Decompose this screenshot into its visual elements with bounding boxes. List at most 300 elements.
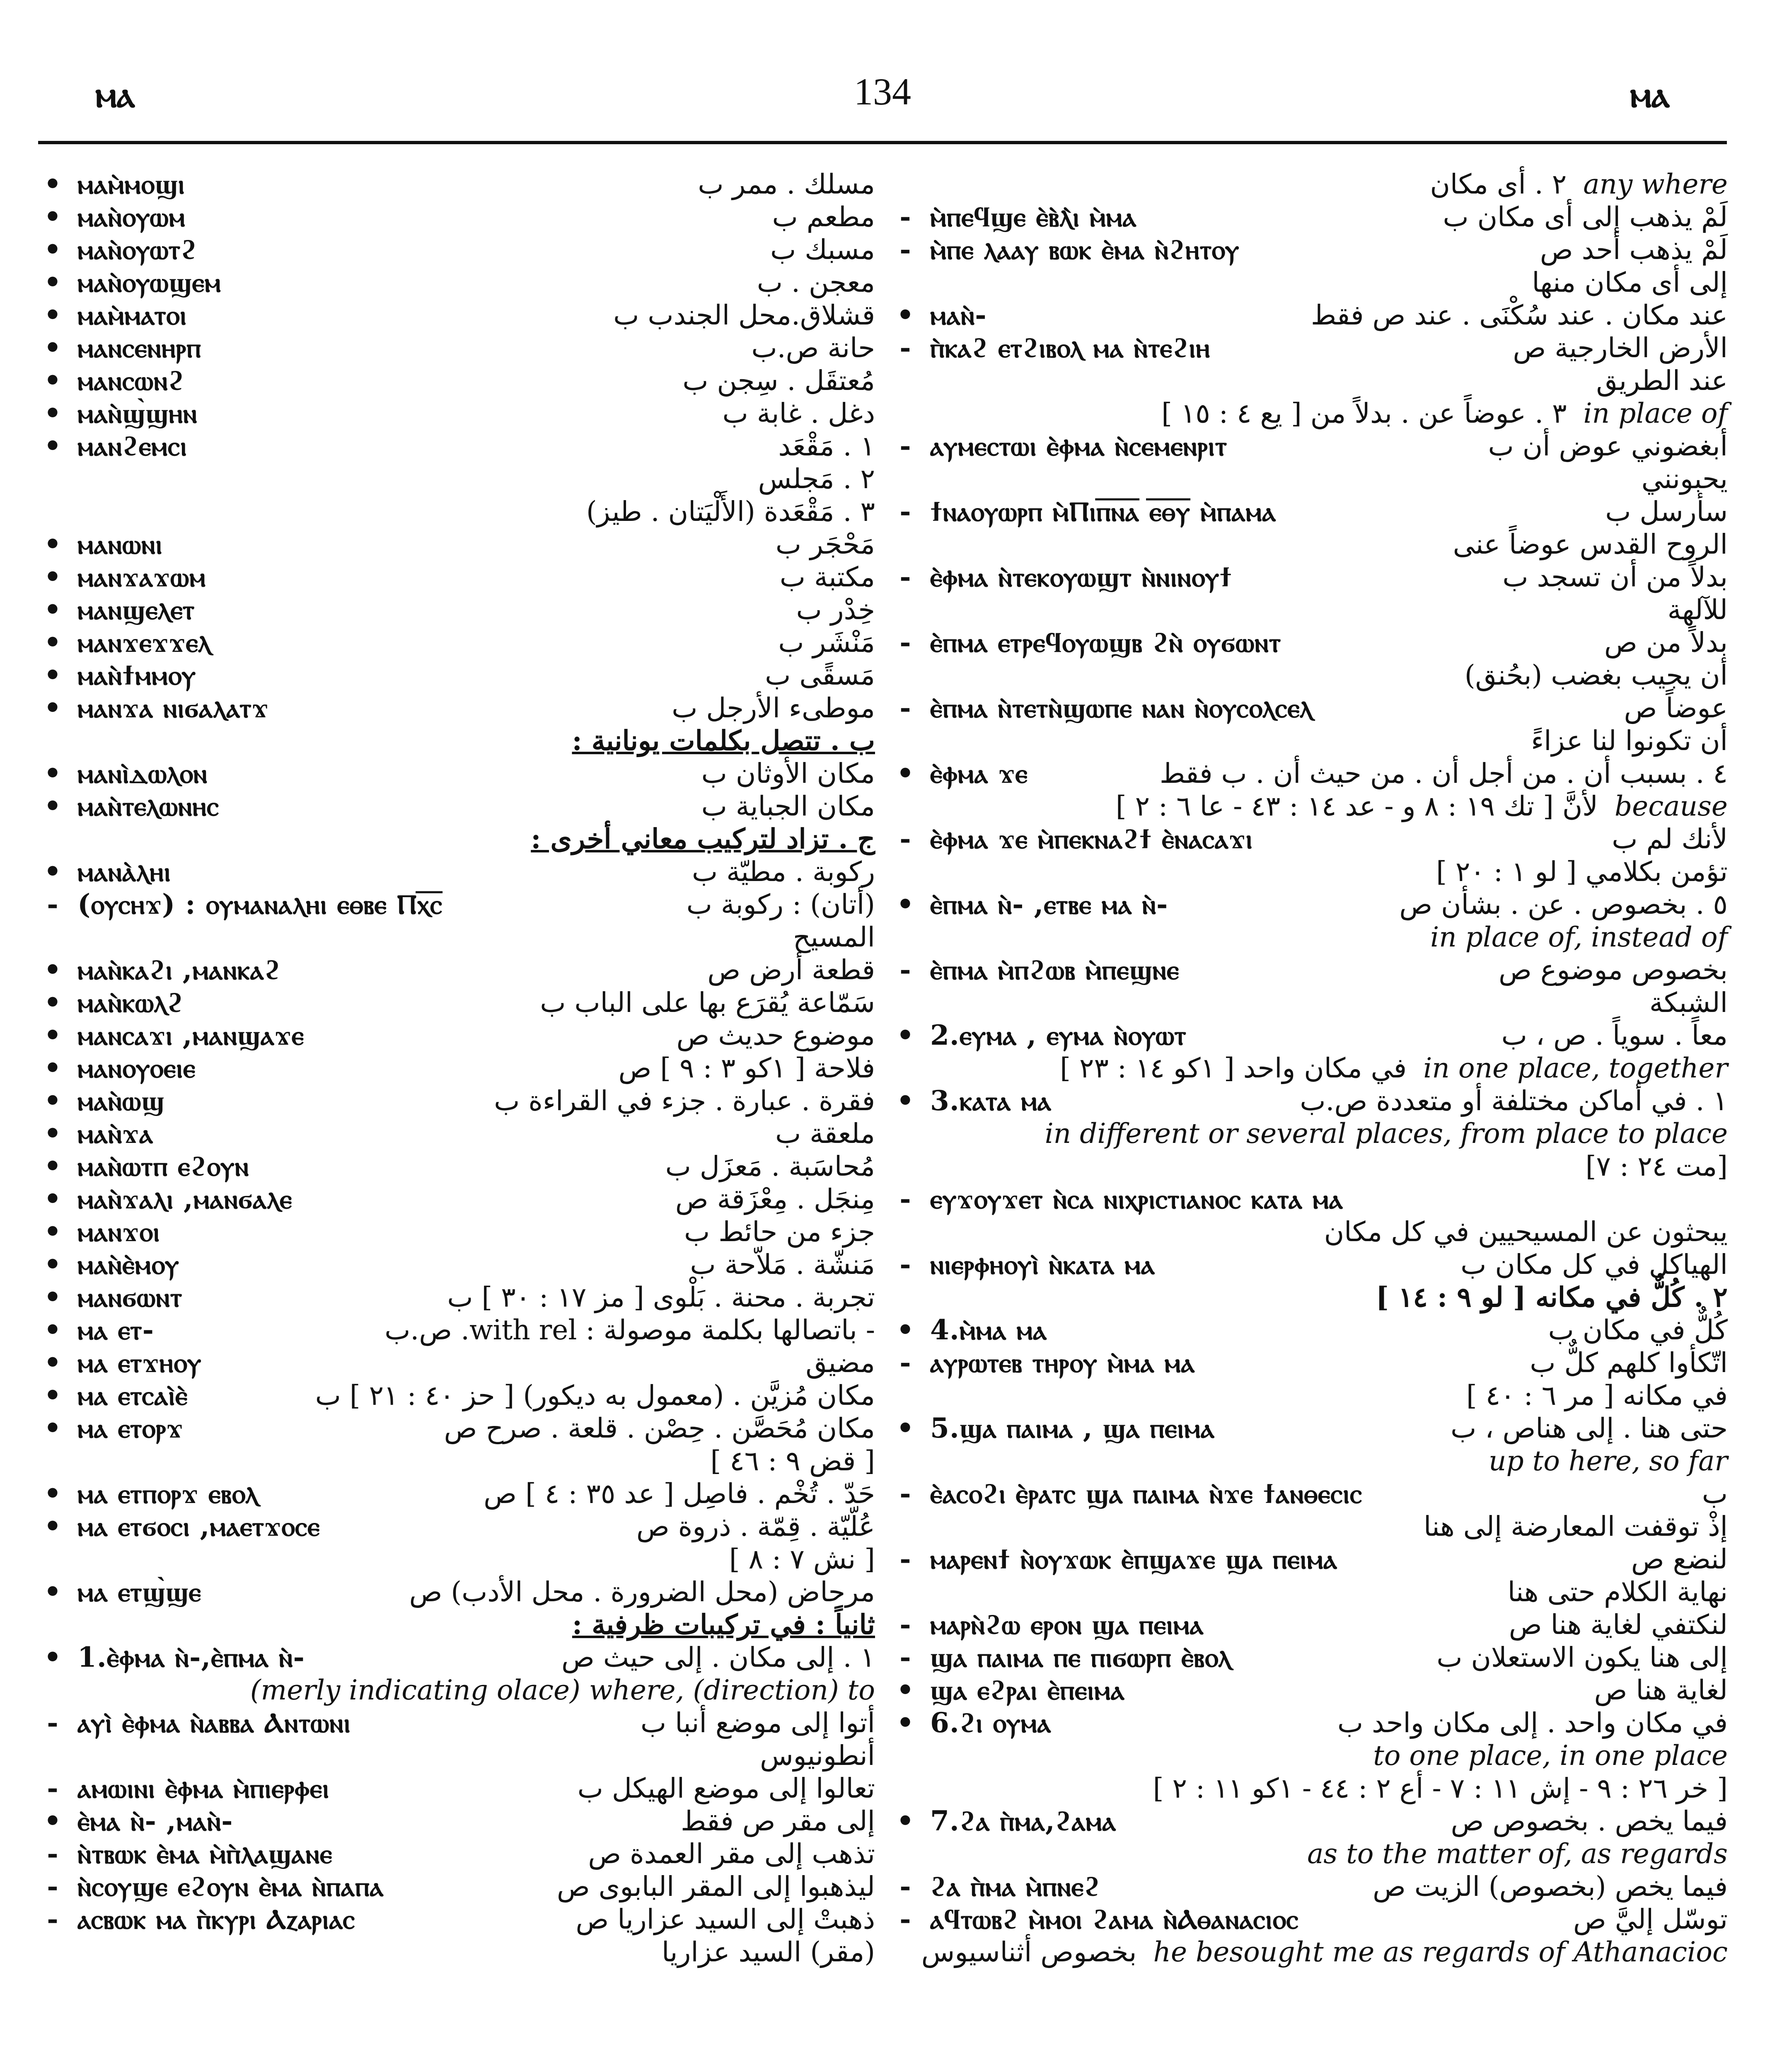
entry-line [38,1346,875,1379]
arabic-gloss: خِدْر ب [796,594,875,626]
entry-line [38,921,875,954]
arabic-gloss: يحبونني [1641,463,1728,495]
bullet-marker: • [44,1117,62,1150]
bullet-marker: • [44,1379,62,1411]
arabic-gloss: معجن . ب [757,266,875,298]
arabic-gloss: اتّكأوا كلهم كلٌّ ب [1530,1347,1728,1379]
entry-line [38,823,875,855]
english-gloss: as to the matter of, as regards [1307,1838,1728,1870]
english-gloss: because [1614,790,1728,822]
entry-line [38,462,875,495]
header-guide-word-left: ⲙⲁ [95,73,135,116]
coptic-term: ⲉ̀ⲡⲙⲁ ⲛ̀ⲧⲉⲧⲛ̀ϣⲱⲡⲉ ⲛⲁⲛ ⲛ̀ⲟⲩⲥⲟⲗⲥⲉⲗ [930,692,1313,724]
dash-marker: - [47,1772,58,1804]
coptic-term: ⲙⲁⲛ̀ⲟⲩⲱⲧϩ [77,233,197,266]
entry-line [38,790,875,823]
dash-marker: - [899,1608,911,1641]
arabic-gloss: ب [1702,1478,1728,1510]
arabic-gloss: موضوع حديث ص [676,1019,875,1051]
bullet-marker: • [896,1674,914,1706]
bullet-marker: • [44,1248,62,1280]
entry-line [891,659,1728,692]
bullet-marker: • [44,954,62,986]
entry-line [891,299,1728,332]
arabic-gloss: مَنْشَر ب [778,627,875,658]
dash-marker: - [899,954,911,986]
dash-marker: - [47,1870,58,1903]
bullet-marker: • [896,1084,914,1117]
arabic-gloss: عند الطريق [1596,365,1728,397]
english-gloss: in place of, instead of [1430,921,1728,953]
coptic-term: 7.ϩⲁ ⲡ̀ⲙⲁ,ϩⲁⲙⲁ [930,1805,1117,1837]
arabic-gloss: مسبك ب [770,234,875,266]
bullet-marker: • [44,1805,62,1837]
bullet-marker: • [44,1510,62,1542]
arabic-gloss: جزء من حائط ب [684,1216,875,1248]
entry-line [38,364,875,397]
bullet-marker: • [44,692,62,724]
arabic-gloss: إلى أى مكان منها [1532,266,1728,298]
coptic-term: ⲙⲁ ⲉⲧⲟⲣϫ [77,1412,184,1444]
entry-line [38,1314,875,1346]
dash-marker: - [899,1477,911,1510]
entry-line [891,1183,1728,1215]
arabic-gloss: - باتصالها بكلمة موصولة : with rel. ص.ب [384,1314,875,1346]
coptic-term: ⲙⲁ ⲉⲧⲥⲁⲓ̀ⲉ̀ [77,1379,188,1411]
arabic-gloss: للآلهة [1667,594,1728,626]
arabic-gloss: الروح القدس عوضاً عنى [1453,528,1728,560]
entry-line [891,986,1728,1019]
coptic-term: 1.ⲉ̀ⲫⲙⲁ ⲛ̀-,ⲉ̀ⲡⲙⲁ ⲛ̀- [77,1641,305,1673]
coptic-term: ϯⲛⲁⲟⲩⲱⲣⲡ ⲙ̀Ⲡⲓⲡ̅ⲛ̅ⲁ̅ ⲉ̅ⲑ̅ⲩ̅ ⲙ̀ⲡⲁⲙⲁ [930,495,1277,528]
coptic-term: ⲙⲁⲛⲥⲁϫⲓ ,ⲙⲁⲛϣⲁϫⲉ [77,1019,305,1051]
arabic-gloss: إلى مقر ص فقط [681,1805,875,1837]
dash-marker: - [899,1543,911,1575]
arabic-gloss: في مكان واحد . إلى مكان واحد ب [1337,1707,1728,1739]
bullet-marker: • [44,757,62,789]
entry-line [891,495,1728,528]
coptic-term: ⲁⲩⲓ̀ ⲉ̀ⲫⲙⲁ ⲛ̀ⲁⲃⲃⲁ Ⲁⲛⲧⲱⲛⲓ [77,1706,351,1739]
bullet-marker: • [44,430,62,462]
arabic-gloss: مكتبة ب [779,561,875,593]
entry-line [38,1445,875,1477]
entry-line [38,757,875,790]
entry-line [891,332,1728,364]
arabic-gloss: بخصوص أثناسيوس [921,1936,1137,1968]
entry-line [38,1117,875,1150]
coptic-term: ⲙⲁⲣⲉⲛϯ ⲛ̀ⲟⲩϫⲱⲕ ⲉ̀ⲡϣⲁϫⲉ ϣⲁ ⲡⲉⲓⲙⲁ [930,1543,1338,1575]
entry-line [891,855,1728,888]
coptic-term: ⲉ̀ⲡⲙⲁ ⲉⲧⲣⲉϥⲟⲩⲱϣⲃ ϩⲛ̀ ⲟⲩϭⲱⲛⲧ [930,626,1281,658]
entry-line [38,1052,875,1084]
arabic-gloss: إذْ توقفت المعارضة إلى هنا [1424,1510,1728,1542]
coptic-term: ⲉ̀ⲡⲙⲁ ⲛ̀- ,ⲉⲧⲃⲉ ⲙⲁ ⲛ̀- [930,888,1168,920]
coptic-term: ⲙⲁⲛ̀ⲕⲱⲗϩ [77,986,184,1019]
entry-line [38,397,875,430]
arabic-gloss: عُلّيّة . قِمّة . ذروة ص [636,1510,875,1542]
entry-line [891,1412,1728,1445]
entry-line [38,299,875,332]
arabic-gloss: حانة ص.ب [751,332,875,364]
coptic-term: ⲡ̀ⲕⲁϩ ⲉⲧϩⲓⲃⲟⲗ ⲙⲁ ⲛ̀ⲧⲉϩⲓⲏ [930,332,1210,364]
arabic-gloss: توسّل إليَّ ص [1573,1903,1728,1935]
arabic-gloss: ١ . مَقْعَد [778,430,875,462]
dash-marker: - [47,1837,58,1870]
coptic-term: ⲙⲁⲙ̀ⲙⲁⲧⲟⲓ [77,299,187,331]
arabic-gloss: أنطونيوس [760,1740,875,1772]
dash-marker: - [899,430,911,462]
entry-line [891,462,1728,495]
coptic-term: ⲙⲁ ⲉⲧϣ̀ϣⲉ [77,1576,201,1608]
coptic-term: ⲙⲁⲛϭⲱⲛⲧ [77,1281,183,1313]
left-column [38,168,875,1968]
coptic-term: ⲙⲁⲛϫⲟⲓ [77,1215,160,1248]
bullet-marker: • [44,1019,62,1051]
section-heading: ب . تتصل بكلمات يونانية : [572,724,875,757]
entry-line [891,233,1728,266]
arabic-gloss: يبحثون عن المسيحيين في كل مكان [1324,1216,1728,1248]
entry-line [38,692,875,724]
bullet-marker: • [44,1281,62,1313]
arabic-gloss: أن تكونوا لنا عزاءً [1531,725,1728,757]
english-gloss: any where [1583,168,1728,200]
coptic-term: ⲙⲁⲛ̀ⲟⲩⲱϣⲉⲙ [77,266,221,298]
coptic-term: ⲙⲁⲛ̀ⲱϣ [77,1084,165,1117]
arabic-gloss: الهياكل في كل مكان ب [1460,1249,1728,1280]
entry-line [891,1805,1728,1837]
entry-line [38,561,875,593]
bullet-marker: • [896,1019,914,1051]
arabic-gloss: ٤ . بسبب أن . من أجل أن . من حيث أن . ب فقط [1159,758,1728,789]
dash-marker: - [899,332,911,364]
bullet-marker: • [44,397,62,429]
header-guide-word-right: ⲙⲁ [1630,73,1670,116]
bullet-marker: • [896,299,914,331]
entry-line [891,1936,1728,1968]
right-column [891,168,1728,1968]
bullet-marker: • [44,626,62,658]
coptic-term: ⲙⲁⲛⲟⲩⲟⲉⲓⲉ [77,1052,196,1084]
coptic-term: ⲙⲁⲙ̀ⲙⲟϣⲓ [77,168,185,200]
dash-marker: - [47,888,58,920]
coptic-term: 3.ⲕⲁⲧⲁ ⲙⲁ [930,1084,1052,1117]
coptic-term: ϣⲁ ⲉϩⲣⲁⲓ ⲉ̀ⲡⲉⲓⲙⲁ [930,1674,1125,1706]
dash-marker: - [47,1903,58,1935]
bullet-marker: • [44,593,62,626]
coptic-term: ⲛⲓⲉⲣⲫⲏⲟⲩⲓ̀ ⲛ̀ⲕⲁⲧⲁ ⲙⲁ [930,1248,1156,1280]
entry-line [891,692,1728,724]
arabic-gloss: تجربة . محنة . بَلْوى [ مز ١٧ : ٣٠ ] ب [447,1281,875,1313]
entry-line [38,1412,875,1445]
coptic-term: ⲙⲁⲛ̀ⲕⲁϩⲓ ,ⲙⲁⲛⲕⲁϩ [77,954,281,986]
entry-line [891,364,1728,397]
arabic-gloss: ٣ . مَقْعَدة (الأَلْيَتان . طيز) [586,496,875,528]
arabic-gloss: مكان مُحَصَّن . حِصْن . قلعة . صرح ص [444,1412,875,1444]
entry-line [38,1379,875,1412]
arabic-gloss: عند مكان . عند سُكْنَى . عند ص فقط [1310,299,1728,331]
arabic-gloss: مرحاض (محل الضرورة . محل الأدب) ص [409,1576,875,1608]
arabic-gloss: بخصوص موضوع ص [1499,954,1728,986]
entry-line [891,528,1728,561]
coptic-term: ⲛ̀ⲥⲟⲩϣⲉ ⲉϩⲟⲩⲛ ⲉ̀ⲙⲁ ⲛ̀ⲡⲁⲡⲁ [77,1870,384,1903]
coptic-term: ⲉⲩϫⲟⲩϫⲉⲧ ⲛ̀ⲥⲁ ⲛⲓⲭⲣⲓⲥⲧⲓⲁⲛⲟⲥ ⲕⲁⲧⲁ ⲙⲁ [930,1183,1343,1215]
entry-line [891,1837,1728,1870]
coptic-term: ⲙⲁ ⲉⲧⲡⲟⲣϫ ⲉⲃⲟⲗ [77,1477,259,1510]
entry-line [891,921,1728,954]
coptic-term: ⲙⲁⲛ̀ⲱⲧⲡ ⲉϩⲟⲩⲛ [77,1150,249,1182]
dash-marker: - [899,1870,911,1903]
entry-line [38,1215,875,1248]
arabic-gloss: ١ . إلى مكان . إلى حيث ص [561,1641,875,1673]
dash-marker: - [899,823,911,855]
arabic-gloss: كُلٌّ في مكان ب [1548,1314,1728,1346]
entry-line [38,1739,875,1772]
entry-line [38,855,875,888]
arabic-gloss: سأرسل ب [1605,496,1728,528]
arabic-gloss: حتى هنا . إلى هناص ، ب [1451,1412,1728,1444]
arabic-gloss: مسلك . ممر ب [698,168,875,200]
entry-line [891,561,1728,593]
arabic-gloss: [ خر ٢٦ : ٩ - إش ١١ : ٧ - أع ٢ : ٤٤ - ١كو ١١ : ٢ ] [1153,1772,1728,1804]
arabic-gloss: ليذهبوا إلى المقر البابوى ص [557,1871,875,1903]
entry-line [38,1510,875,1543]
dash-marker: - [899,495,911,528]
arabic-gloss: قطعة أرض ص [707,954,875,986]
bullet-marker: • [44,1412,62,1444]
dash-marker: - [899,1346,911,1379]
coptic-term: 2.ⲉⲩⲙⲁ , ⲉⲩⲙⲁ ⲛ̀ⲟⲩⲱⲧ [930,1019,1187,1051]
entry-line [38,1936,875,1968]
entry-line [38,1805,875,1837]
coptic-term: ⲙⲁ ⲉⲧϭⲟⲥⲓ ,ⲙⲁⲉⲧϫⲟⲥⲉ [77,1510,320,1542]
coptic-term: ⲙⲁⲛ̀ϫⲁ [77,1117,154,1150]
coptic-term: ⲙⲁⲛϩⲉⲙⲥⲓ [77,430,187,462]
coptic-term: ⲙⲁⲛϫⲁϫⲱⲙ [77,561,206,593]
bullet-marker: • [44,1641,62,1673]
arabic-gloss: فقرة . عبارة . جزء في القراءة ب [494,1085,875,1117]
coptic-term: ⲙⲁⲛ̀ⲟⲩⲱⲙ [77,201,186,233]
entry-line [891,888,1728,921]
coptic-term: 6.ϩⲓ ⲟⲩⲙⲁ [930,1706,1052,1739]
coptic-term: ⲙⲁⲛⲓ̀ⲇⲱⲗⲟⲛ [77,757,208,789]
entry-line [38,201,875,233]
entry-line [38,1870,875,1903]
coptic-term: ⲙⲁⲛⲁ̀ⲗⲏⲓ [77,855,171,888]
arabic-gloss: لأنَّ [ تك ١٩ : ٨ و - عد ١٤ : ٤٣ - عا ٦ : ٢ ] [1115,790,1598,822]
entry-line [38,1543,875,1576]
arabic-gloss: مُعتقَل . سِجن ب [682,365,875,397]
entry-line [38,888,875,921]
arabic-gloss: ٢ . كُلٌّ في مكانه [ لو ٩ : ١٤ ] [1376,1281,1728,1313]
entry-line [891,1641,1728,1674]
entry-line [891,724,1728,757]
section-heading: ج . تزاد لتركيب معاني أخرى : [531,823,875,855]
entry-line [891,1084,1728,1117]
dash-marker: - [899,1248,911,1280]
arabic-gloss: إلى هنا يكون الاستعلان ب [1436,1641,1728,1673]
entry-line [891,1543,1728,1576]
arabic-gloss: مضيق [805,1347,875,1379]
arabic-gloss: المسيح [793,921,875,953]
entry-line [38,1576,875,1608]
arabic-gloss: أتوا إلى موضع أنبا ب [641,1707,875,1739]
entry-line [891,593,1728,626]
coptic-term: ⲁⲥⲃⲱⲕ ⲙⲁ ⲡ̀ⲕⲩⲣⲓ Ⲁⲍⲁⲣⲓⲁⲥ [77,1903,355,1935]
entry-line [891,954,1728,986]
bullet-marker: • [44,561,62,593]
bullet-marker: • [44,528,62,560]
arabic-gloss: مطعم ب [772,201,875,233]
arabic-gloss: [مت ٢٤ : ٧] [1585,1150,1728,1182]
entry-line [891,1674,1728,1706]
entry-line [38,1772,875,1805]
arabic-gloss: ١ . في أماكن مختلفة أو متعددة ص.ب [1300,1085,1728,1117]
coptic-term: ⲙⲁ ⲉⲧϫⲏⲟⲩ [77,1346,202,1379]
coptic-term: ⲉ̀ⲡⲙⲁ ⲙ̀ⲡϩⲱⲃ ⲙ̀ⲡⲉϣⲛⲉ [930,954,1180,986]
bullet-marker: • [44,1084,62,1117]
bullet-marker: • [44,1576,62,1608]
entry-line [891,1281,1728,1314]
entry-line [38,626,875,659]
entry-line [891,1445,1728,1477]
bullet-marker: • [44,233,62,266]
entry-line [38,528,875,561]
entry-line [891,1215,1728,1248]
coptic-term: ⲙ̀ⲡⲉ ⲗⲁⲁⲩ ⲃⲱⲕ ⲉ̀ⲙⲁ ⲛ̀ϩⲏⲧⲟⲩ [930,233,1240,266]
bullet-marker: • [896,1706,914,1739]
coptic-term: ⲉ̀ⲫⲙⲁ ϫⲉ [930,757,1028,789]
entry-line [38,1477,875,1510]
entry-line [38,1281,875,1314]
arabic-gloss: ٢ . مَجلس [758,463,875,495]
coptic-term: ⲁⲙⲱⲓⲛⲓ ⲉ̀ⲫⲙⲁ ⲙ̀ⲡⲓⲉⲣⲫⲉⲓ [77,1772,329,1804]
arabic-gloss: في مكان واحد [ ١كو ١٤ : ٢٣ ] [1060,1052,1407,1084]
entry-line [891,1477,1728,1510]
entry-line [891,1019,1728,1052]
entry-line [38,1674,875,1706]
arabic-gloss: مكان مُزيَّن . (معمول به ديكور) [ حز ٤٠ : ٢١ ] ب [315,1380,875,1411]
coptic-term: ⲙⲁⲛ̀ⲧⲉⲗⲱⲛⲏⲥ [77,790,219,822]
page-number: 134 [854,70,911,113]
coptic-term: ⲛ̀ⲧⲃⲱⲕ ⲉ̀ⲙⲁ ⲙ̀ⲡ̀ⲗⲁϣⲁⲛⲉ [77,1837,333,1870]
bullet-marker: • [44,1215,62,1248]
arabic-gloss: الأرض الخارجية ص [1513,332,1728,364]
arabic-gloss: فلاحة [ ١كو ٣ : ٩ ] ص [618,1052,875,1084]
bullet-marker: • [896,1412,914,1444]
english-gloss: he besought me as regards of Athanacioc [1153,1936,1728,1968]
coptic-term: ⲙⲁⲛϫⲁ ⲛⲓϭⲁⲗⲁⲧϫ [77,692,269,724]
entry-line [891,1052,1728,1084]
entry-line [891,790,1728,823]
coptic-term: ⲙ̀ⲡⲉϥϣⲉ ⲉ̀ⲃ̀ⲗ̀ⲓ ⲙ̀ⲙⲁ [930,201,1137,233]
arabic-gloss: مُحاسَبة . مَعزَل ب [665,1150,875,1182]
arabic-gloss: لنكتفي لغاية هنا ص [1509,1609,1728,1641]
arabic-gloss: بدلاً من أن تسجد ب [1502,561,1728,593]
arabic-gloss: مَحْجَر ب [775,528,875,560]
entry-line [891,1870,1728,1903]
entry-line [38,659,875,692]
english-gloss: in different or several places, from place to place [1044,1118,1728,1150]
entry-line [891,1903,1728,1936]
arabic-gloss: أبغضوني عوض أن ب [1488,430,1728,462]
entry-line [38,1150,875,1183]
coptic-term: ⲁⲩⲙⲉⲥⲧⲱⲓ ⲉ̀ⲫⲙⲁ ⲛ̀ⲥⲉⲙⲉⲛⲣⲓⲧ [930,430,1228,462]
entry-line [891,626,1728,659]
arabic-gloss: سَمّاعة يُقرَع بها على الباب ب [540,987,875,1019]
arabic-gloss: معاً . سوياً . ص ، ب [1501,1019,1728,1051]
dash-marker: - [899,626,911,658]
coptic-term: ⲙⲁⲛ̀ϣ̀ϣⲏⲛ [77,397,198,429]
dash-marker: - [899,561,911,593]
arabic-gloss: لنضع ص [1631,1543,1728,1575]
arabic-gloss: مكان الجباية ب [701,790,875,822]
arabic-gloss: قشلاق.محل الجندب ب [613,299,875,331]
dash-marker: - [47,1706,58,1739]
bullet-marker: • [44,1314,62,1346]
arabic-gloss: موطىء الأرجل ب [672,692,875,724]
entry-line [891,1346,1728,1379]
arabic-gloss: مكان الأوثان ب [701,758,875,789]
arabic-gloss: (مقر) السيد عزاريا [662,1936,875,1968]
entry-line [38,1641,875,1674]
arabic-gloss: ملعقة ب [775,1118,875,1150]
english-gloss: (merly indicating olace) where, (direction) to [250,1674,875,1706]
bullet-marker: • [896,888,914,920]
entry-line [891,1379,1728,1412]
arabic-gloss: بدلاً من ص [1604,627,1728,658]
arabic-gloss: لَمْ يذهب إلى أى مكان ب [1443,201,1728,233]
coptic-term: ⲙⲁⲛⲱⲛⲓ [77,528,163,560]
coptic-term: ⲙⲁⲛⲥⲱⲛϩ [77,364,185,397]
entry-line [891,823,1728,855]
coptic-term: ⲙⲁⲛ̀ϫⲁⲗⲓ ,ⲙⲁⲛϭⲁⲗⲉ [77,1183,293,1215]
arabic-gloss: [ قض ٩ : ٤٦ ] [710,1445,875,1477]
arabic-gloss: لغاية هنا ص [1594,1674,1728,1706]
arabic-gloss: نهاية الكلام حتى هنا [1507,1576,1728,1608]
entry-line [38,1837,875,1870]
bullet-marker: • [44,1346,62,1379]
arabic-gloss: فيما يخص (بخصوص) الزيت ص [1373,1871,1728,1903]
entry-line [38,986,875,1019]
dash-marker: - [899,1183,911,1215]
arabic-gloss: (أتان) : ركوبة ب [686,888,875,920]
arabic-gloss: دغل . غابة ب [722,397,875,429]
coptic-term: ⲉ̀ⲫⲙⲁ ϫⲉ ⲙ̀ⲡⲉⲕⲛⲁϩϯ ⲉ̀ⲛⲁⲥⲁϫⲓ [930,823,1253,855]
bullet-marker: • [44,1183,62,1215]
entry-line [38,430,875,462]
coptic-term: ⲉ̀ⲙⲁ ⲛ̀- ,ⲙⲁⲛ̀- [77,1805,233,1837]
entry-line [891,397,1728,430]
entry-line [38,593,875,626]
bullet-marker: • [896,757,914,789]
entry-line [891,757,1728,790]
bullet-marker: • [44,1477,62,1510]
entry-line [891,1706,1728,1739]
coptic-term: ⲙⲁⲛⲥⲉⲛⲏⲣⲡ [77,332,201,364]
entry-line [38,1183,875,1215]
arabic-gloss: [ نش ٧ : ٨ ] [729,1543,875,1575]
entry-line [891,1510,1728,1543]
coptic-term: ⲁϥⲧⲱⲃϩ ⲙ̀ⲙⲟⲓ ϩⲁⲙⲁ ⲛ̀Ⲁⲑⲁⲛⲁⲥⲓⲟⲥ [930,1903,1299,1935]
entry-line [891,168,1728,201]
entry-line [38,1608,875,1641]
dash-marker: - [899,1641,911,1673]
entry-line [38,266,875,299]
arabic-gloss: عوضاً ص [1624,692,1728,724]
bullet-marker: • [896,1805,914,1837]
english-gloss: in place of [1583,397,1728,429]
coptic-term: 4.ⲙ̀ⲙⲁ ⲙⲁ [930,1314,1047,1346]
